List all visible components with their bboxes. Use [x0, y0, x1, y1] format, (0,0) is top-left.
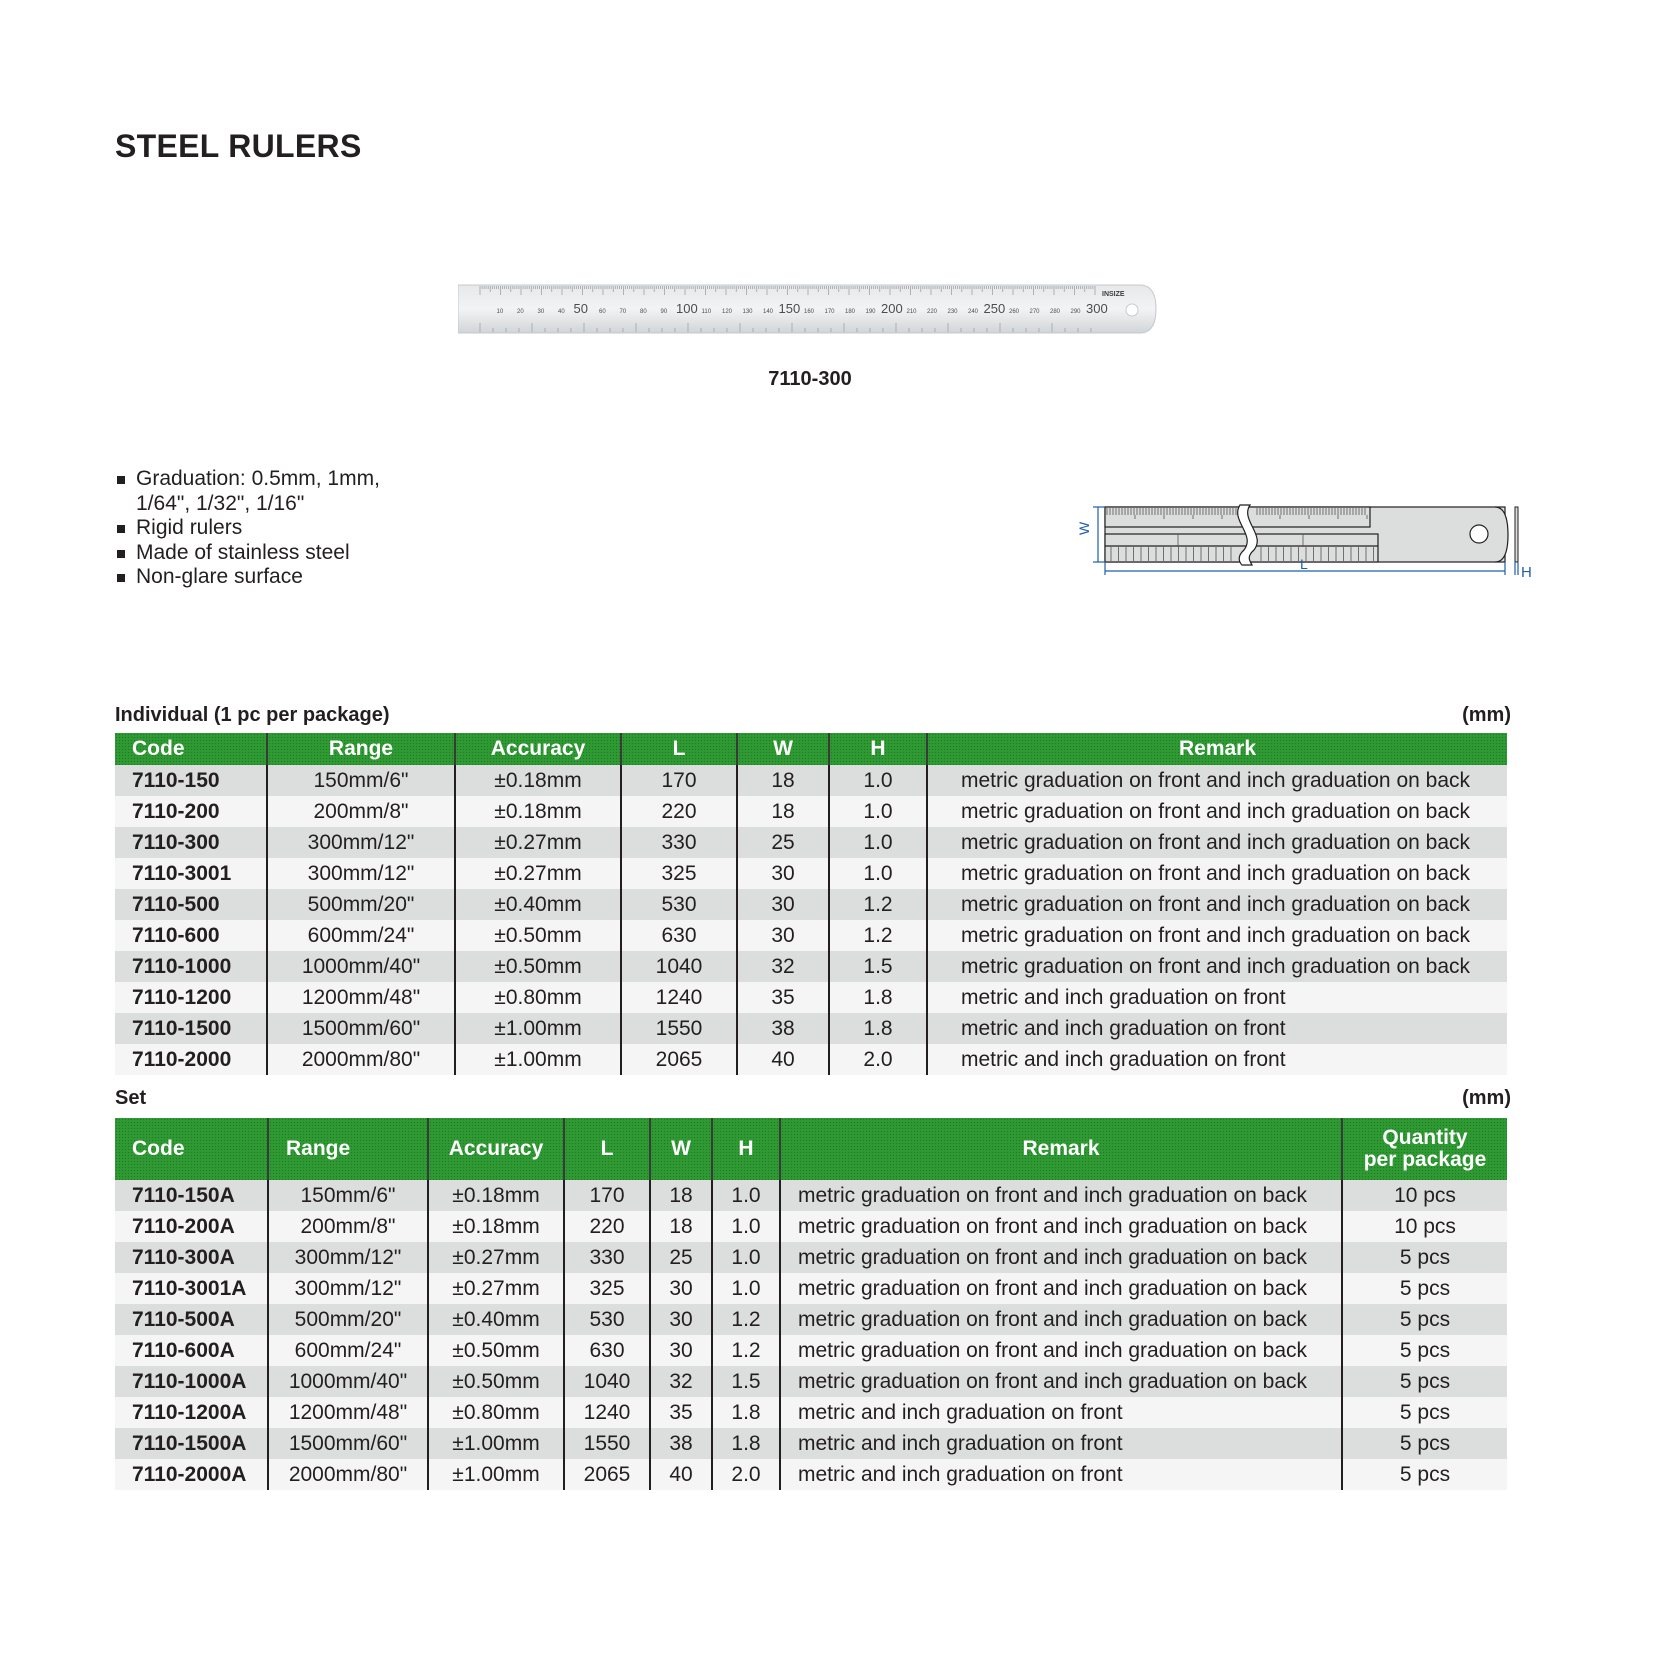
feature-list — [115, 467, 406, 590]
cell-l: 325 — [621, 858, 737, 889]
col-header-l: L — [564, 1118, 650, 1180]
cell-code: 7110-1200A — [115, 1397, 268, 1428]
svg-text:70: 70 — [619, 309, 627, 315]
cell-h: 1.0 — [712, 1242, 780, 1273]
cell-l: 1550 — [621, 1013, 737, 1044]
table-row — [115, 1242, 1507, 1273]
cell-h: 1.0 — [829, 858, 927, 889]
diagram-label-h: H — [1521, 564, 1532, 581]
cell-range: 200mm/8" — [267, 796, 455, 827]
cell-accuracy: ±0.27mm — [455, 827, 621, 858]
svg-text:200: 200 — [881, 301, 903, 316]
table-row — [115, 796, 1507, 827]
table-row — [115, 858, 1507, 889]
cell-h: 1.2 — [712, 1304, 780, 1335]
cell-remark: metric graduation on front and inch graduation on back — [780, 1273, 1342, 1304]
cell-h: 1.5 — [712, 1366, 780, 1397]
cell-h: 1.2 — [829, 889, 927, 920]
cell-range: 300mm/12" — [267, 827, 455, 858]
cell-w: 18 — [737, 796, 829, 827]
cell-remark: metric graduation on front and inch graduation on back — [927, 951, 1507, 982]
cell-l: 1550 — [564, 1428, 650, 1459]
cell-range: 1500mm/60" — [268, 1428, 428, 1459]
col-header-accuracy: Accuracy — [455, 733, 621, 765]
cell-w: 18 — [650, 1180, 712, 1211]
feature-text: Rigid rulers — [136, 516, 243, 539]
col-header-accuracy: Accuracy — [428, 1118, 564, 1180]
table-row — [115, 1366, 1507, 1397]
feature-item — [115, 516, 406, 541]
svg-text:50: 50 — [573, 301, 588, 316]
svg-text:110: 110 — [701, 309, 712, 315]
cell-w: 30 — [737, 858, 829, 889]
cell-l: 325 — [564, 1273, 650, 1304]
set-section-label: Set — [115, 1087, 147, 1109]
feature-text: Made of stainless steel — [136, 540, 350, 564]
cell-accuracy: ±0.80mm — [455, 982, 621, 1013]
svg-text:120: 120 — [722, 309, 733, 315]
cell-l: 1040 — [564, 1366, 650, 1397]
cell-accuracy: ±0.50mm — [428, 1335, 564, 1366]
set-unit-label: (mm) — [1462, 1087, 1511, 1109]
table-row — [115, 1211, 1507, 1242]
table-row — [115, 1428, 1507, 1459]
cell-range: 300mm/12" — [267, 858, 455, 889]
svg-text:170: 170 — [824, 309, 835, 315]
cell-h: 1.0 — [712, 1180, 780, 1211]
cell-w: 25 — [737, 827, 829, 858]
col-header-w: W — [650, 1118, 712, 1180]
col-header-h: H — [712, 1118, 780, 1180]
table-row — [115, 1013, 1507, 1044]
cell-code: 7110-150A — [115, 1180, 268, 1211]
cell-accuracy: ±0.40mm — [428, 1304, 564, 1335]
cell-quantity: 5 pcs — [1342, 1304, 1507, 1335]
cell-w: 30 — [737, 889, 829, 920]
col-header-l: L — [621, 733, 737, 765]
individual-section-label: Individual (1 pc per package) — [115, 704, 390, 726]
cell-code: 7110-3001 — [115, 858, 267, 889]
col-header-remark: Remark — [927, 733, 1507, 765]
set-spec-table — [115, 1118, 1507, 1490]
cell-remark: metric graduation on front and inch graduation on back — [780, 1335, 1342, 1366]
cell-remark: metric graduation on front and inch graduation on back — [780, 1366, 1342, 1397]
svg-text:40: 40 — [558, 309, 565, 315]
cell-range: 1500mm/60" — [267, 1013, 455, 1044]
cell-quantity: 5 pcs — [1342, 1397, 1507, 1428]
cell-accuracy: ±0.27mm — [428, 1242, 564, 1273]
svg-text:160: 160 — [804, 309, 815, 315]
cell-remark: metric graduation on front and inch graduation on back — [780, 1242, 1342, 1273]
cell-quantity: 10 pcs — [1342, 1180, 1507, 1211]
cell-h: 1.8 — [712, 1397, 780, 1428]
cell-accuracy: ±1.00mm — [428, 1428, 564, 1459]
cell-code: 7110-500 — [115, 889, 267, 920]
cell-accuracy: ±0.18mm — [428, 1211, 564, 1242]
cell-range: 200mm/8" — [268, 1211, 428, 1242]
cell-code: 7110-600A — [115, 1335, 268, 1366]
cell-range: 1200mm/48" — [267, 982, 455, 1013]
quantity-header-line1: Quantity — [1382, 1126, 1468, 1149]
cell-h: 1.8 — [829, 1013, 927, 1044]
feature-text: Graduation: 0.5mm, 1mm, 1/64", 1/32", 1/16" — [136, 467, 380, 515]
quantity-header-line2: per package — [1363, 1148, 1487, 1171]
cell-h: 1.8 — [829, 982, 927, 1013]
cell-l: 330 — [564, 1242, 650, 1273]
cell-range: 150mm/6" — [268, 1180, 428, 1211]
cell-remark: metric and inch graduation on front — [927, 982, 1507, 1013]
table-header-row — [115, 1118, 1507, 1180]
svg-text:130: 130 — [742, 309, 753, 315]
cell-w: 30 — [737, 920, 829, 951]
cell-range: 300mm/12" — [268, 1242, 428, 1273]
cell-h: 1.0 — [712, 1211, 780, 1242]
cell-w: 25 — [650, 1242, 712, 1273]
cell-l: 1240 — [564, 1397, 650, 1428]
cell-quantity: 5 pcs — [1342, 1366, 1507, 1397]
table-row — [115, 1335, 1507, 1366]
col-header-code: Code — [115, 1118, 268, 1180]
cell-l: 530 — [564, 1304, 650, 1335]
cell-w: 18 — [737, 765, 829, 796]
svg-text:20: 20 — [517, 309, 524, 315]
cell-w: 18 — [650, 1211, 712, 1242]
svg-text:180: 180 — [845, 309, 856, 315]
cell-w: 40 — [650, 1459, 712, 1490]
cell-l: 2065 — [564, 1459, 650, 1490]
cell-code: 7110-500A — [115, 1304, 268, 1335]
cell-remark: metric graduation on front and inch graduation on back — [927, 765, 1507, 796]
cell-accuracy: ±0.27mm — [428, 1273, 564, 1304]
cell-code: 7110-1500 — [115, 1013, 267, 1044]
svg-text:220: 220 — [927, 309, 938, 315]
cell-quantity: 10 pcs — [1342, 1211, 1507, 1242]
cell-accuracy: ±1.00mm — [455, 1013, 621, 1044]
svg-text:100: 100 — [676, 301, 698, 316]
cell-quantity: 5 pcs — [1342, 1242, 1507, 1273]
cell-w: 35 — [650, 1397, 712, 1428]
cell-range: 2000mm/80" — [267, 1044, 455, 1075]
cell-range: 500mm/20" — [268, 1304, 428, 1335]
cell-l: 1240 — [621, 982, 737, 1013]
cell-quantity: 5 pcs — [1342, 1335, 1507, 1366]
cell-range: 500mm/20" — [267, 889, 455, 920]
cell-code: 7110-200 — [115, 796, 267, 827]
cell-l: 330 — [621, 827, 737, 858]
cell-quantity: 5 pcs — [1342, 1428, 1507, 1459]
cell-l: 630 — [564, 1335, 650, 1366]
cell-l: 170 — [564, 1180, 650, 1211]
cell-range: 300mm/12" — [268, 1273, 428, 1304]
page-title: STEEL RULERS — [115, 128, 362, 164]
feature-item — [115, 541, 406, 566]
cell-h: 1.5 — [829, 951, 927, 982]
cell-w: 32 — [737, 951, 829, 982]
svg-text:10: 10 — [496, 309, 504, 315]
cell-quantity: 5 pcs — [1342, 1273, 1507, 1304]
svg-text:190: 190 — [865, 309, 876, 315]
cell-h: 1.2 — [712, 1335, 780, 1366]
cell-code: 7110-200A — [115, 1211, 268, 1242]
svg-text:90: 90 — [660, 309, 668, 315]
svg-text:140: 140 — [763, 309, 774, 315]
table-row — [115, 827, 1507, 858]
cell-accuracy: ±0.50mm — [455, 951, 621, 982]
cell-w: 38 — [650, 1428, 712, 1459]
steel-ruler-image — [458, 282, 1158, 337]
svg-text:230: 230 — [947, 309, 958, 315]
col-header-remark: Remark — [780, 1118, 1342, 1180]
svg-text:290: 290 — [1070, 309, 1081, 315]
cell-accuracy: ±0.18mm — [455, 765, 621, 796]
cell-remark: metric graduation on front and inch graduation on back — [927, 827, 1507, 858]
feature-item — [115, 565, 406, 590]
cell-remark: metric and inch graduation on front — [780, 1428, 1342, 1459]
cell-code: 7110-600 — [115, 920, 267, 951]
svg-text:250: 250 — [983, 301, 1006, 316]
table-row — [115, 982, 1507, 1013]
cell-code: 7110-1000A — [115, 1366, 268, 1397]
cell-w: 30 — [650, 1273, 712, 1304]
cell-code: 7110-3001A — [115, 1273, 268, 1304]
cell-h: 1.8 — [712, 1428, 780, 1459]
svg-text:240: 240 — [968, 309, 979, 315]
svg-text:300: 300 — [1086, 301, 1108, 316]
feature-text: Non-glare surface — [136, 565, 303, 588]
svg-text:210: 210 — [906, 309, 917, 315]
cell-l: 220 — [564, 1211, 650, 1242]
cell-code: 7110-300 — [115, 827, 267, 858]
cell-h: 1.0 — [829, 765, 927, 796]
cell-remark: metric and inch graduation on front — [780, 1397, 1342, 1428]
col-header-w: W — [737, 733, 829, 765]
cell-code: 7110-1200 — [115, 982, 267, 1013]
svg-text:80: 80 — [640, 309, 647, 315]
cell-remark: metric graduation on front and inch graduation on back — [927, 796, 1507, 827]
cell-w: 32 — [650, 1366, 712, 1397]
svg-text:W: W — [1076, 521, 1092, 535]
cell-w: 40 — [737, 1044, 829, 1075]
cell-code: 7110-2000A — [115, 1459, 268, 1490]
cell-accuracy: ±0.40mm — [455, 889, 621, 920]
cell-accuracy: ±1.00mm — [428, 1459, 564, 1490]
table-row — [115, 1273, 1507, 1304]
svg-text:270: 270 — [1029, 309, 1040, 315]
dimension-diagram — [1060, 495, 1520, 595]
cell-remark: metric graduation on front and inch graduation on back — [927, 858, 1507, 889]
cell-quantity: 5 pcs — [1342, 1459, 1507, 1490]
col-header-range: Range — [268, 1118, 428, 1180]
table-row — [115, 1180, 1507, 1211]
cell-accuracy: ±1.00mm — [455, 1044, 621, 1075]
cell-l: 170 — [621, 765, 737, 796]
cell-remark: metric graduation on front and inch graduation on back — [780, 1304, 1342, 1335]
table-row — [115, 1044, 1507, 1075]
table-row — [115, 765, 1507, 796]
cell-accuracy: ±0.80mm — [428, 1397, 564, 1428]
col-header-quantity — [1342, 1118, 1507, 1180]
cell-remark: metric and inch graduation on front — [780, 1459, 1342, 1490]
svg-text:280: 280 — [1050, 309, 1061, 315]
svg-text:INSIZE: INSIZE — [1102, 291, 1125, 298]
cell-accuracy: ±0.18mm — [455, 796, 621, 827]
table-row — [115, 1459, 1507, 1490]
svg-text:260: 260 — [1009, 309, 1020, 315]
cell-w: 30 — [650, 1304, 712, 1335]
table-row — [115, 951, 1507, 982]
cell-range: 600mm/24" — [268, 1335, 428, 1366]
cell-range: 1000mm/40" — [267, 951, 455, 982]
cell-w: 38 — [737, 1013, 829, 1044]
cell-code: 7110-1500A — [115, 1428, 268, 1459]
cell-l: 1040 — [621, 951, 737, 982]
feature-item — [115, 467, 406, 516]
svg-text:30: 30 — [537, 309, 545, 315]
cell-remark: metric graduation on front and inch graduation on back — [927, 920, 1507, 951]
table-row — [115, 889, 1507, 920]
col-header-range: Range — [267, 733, 455, 765]
col-header-code: Code — [115, 733, 267, 765]
table-header-row — [115, 733, 1507, 765]
cell-h: 2.0 — [712, 1459, 780, 1490]
cell-code: 7110-1000 — [115, 951, 267, 982]
cell-code: 7110-2000 — [115, 1044, 267, 1075]
cell-w: 35 — [737, 982, 829, 1013]
product-image-caption: 7110-300 — [768, 368, 852, 390]
cell-l: 220 — [621, 796, 737, 827]
individual-spec-table — [115, 733, 1507, 1075]
individual-unit-label: (mm) — [1462, 704, 1511, 726]
cell-w: 30 — [650, 1335, 712, 1366]
cell-remark: metric and inch graduation on front — [927, 1044, 1507, 1075]
cell-h: 1.0 — [829, 796, 927, 827]
svg-text:L: L — [1300, 556, 1308, 572]
cell-remark: metric graduation on front and inch graduation on back — [927, 889, 1507, 920]
cell-range: 600mm/24" — [267, 920, 455, 951]
cell-h: 1.2 — [829, 920, 927, 951]
cell-h: 2.0 — [829, 1044, 927, 1075]
cell-range: 1000mm/40" — [268, 1366, 428, 1397]
svg-text:150: 150 — [778, 301, 801, 316]
col-header-h: H — [829, 733, 927, 765]
cell-accuracy: ±0.18mm — [428, 1180, 564, 1211]
cell-h: 1.0 — [829, 827, 927, 858]
cell-l: 530 — [621, 889, 737, 920]
cell-l: 2065 — [621, 1044, 737, 1075]
cell-h: 1.0 — [712, 1273, 780, 1304]
svg-text:60: 60 — [599, 309, 606, 315]
table-row — [115, 1304, 1507, 1335]
cell-l: 630 — [621, 920, 737, 951]
cell-code: 7110-300A — [115, 1242, 268, 1273]
cell-range: 2000mm/80" — [268, 1459, 428, 1490]
cell-remark: metric and inch graduation on front — [927, 1013, 1507, 1044]
cell-accuracy: ±0.50mm — [455, 920, 621, 951]
cell-accuracy: ±0.27mm — [455, 858, 621, 889]
cell-remark: metric graduation on front and inch graduation on back — [780, 1211, 1342, 1242]
cell-code: 7110-150 — [115, 765, 267, 796]
cell-remark: metric graduation on front and inch graduation on back — [780, 1180, 1342, 1211]
cell-range: 150mm/6" — [267, 765, 455, 796]
table-row — [115, 1397, 1507, 1428]
cell-range: 1200mm/48" — [268, 1397, 428, 1428]
table-row — [115, 920, 1507, 951]
cell-accuracy: ±0.50mm — [428, 1366, 564, 1397]
